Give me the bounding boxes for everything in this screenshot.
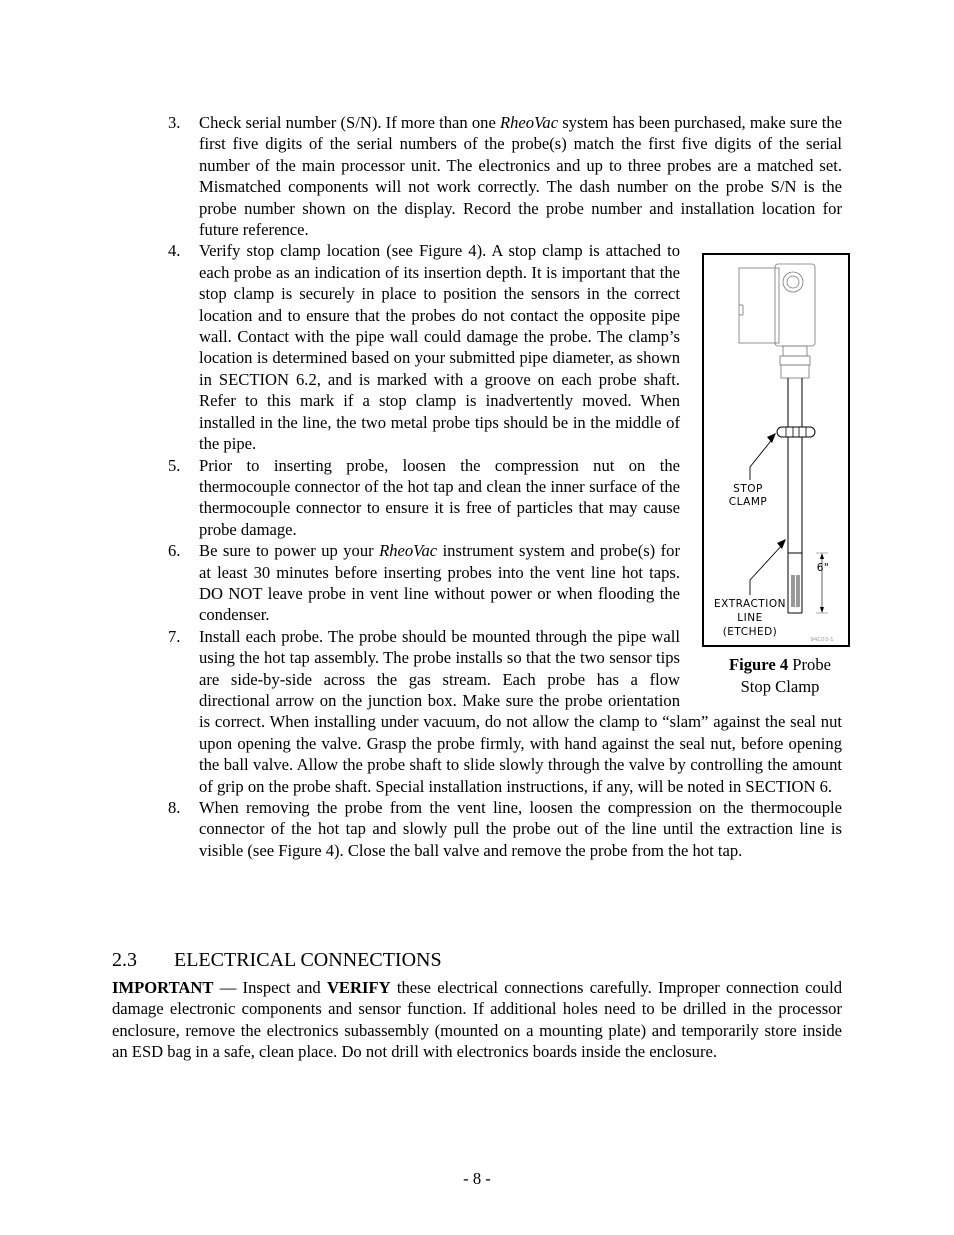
item-number: 4. [168, 241, 181, 261]
probe-diagram [704, 255, 848, 645]
drawing-id: 94C03-1 [810, 637, 834, 643]
section-heading: 2.3 ELECTRICAL CONNECTIONS [112, 949, 442, 971]
section-paragraph: IMPORTANT — Inspect and VERIFY these electrical connections carefully. Improper connection could damage electronic components and sensor function. If additional holes need to be drilled in the processor enclosure, remove the electronics subassembly (mounted on a mounting plate) and temporarily store inside an ESD bag in a safe, clean place. Do not drill with electronics boards inside the enclosure. [112, 978, 842, 1062]
label-etched: (ETCHED) [722, 626, 778, 638]
item-text: Install each probe. The probe should be mounted through the pipe wall using the hot tap assembly. The probe installs so that the two sensor tips are side-by-side across the gas stream. Each probe has a flow directional arrow on the junction box. Make sure the probe orientation is correct. When installing under vacuum, do not allow the clamp to “slam” against the seal nut upon opening the valve. Grasp the probe firmly, with hand against the seal nut, before opening the ball valve. Allow the probe shaft to slide slowly through the valve by controlling the amount of grip on the probe shaft. Special installation instructions, if any, will be noted in SECTION 6. [199, 626, 842, 796]
list-item-7 [168, 626, 842, 797]
item-number: 8. [168, 798, 181, 817]
item-text: When removing the probe from the vent line, loosen the compression on the thermocouple connector of the hot tap and slowly pull the probe out of the line until the extraction line is visible (see Figure 4). Close the ball valve and remove the probe from the hot tap. [199, 798, 842, 860]
item-text: Prior to inserting probe, loosen the compression nut on the thermocouple connector of the hot tap and clean the inner surface of the thermocouple connector to ensure it is free of particles that may cause probe damage. [199, 455, 680, 539]
item-text: Check serial number (S/N). If more than one RheoVac system has been purchased, make sure the first five digits of the serial numbers of the probe(s) match the first five digits of the serial number of the main processor unit. The electronics and up to three probes are a matched set. Mismatched components will not work correctly. The dash number on the probe S/N is the probe number shown on the display. Record the probe number and installation location for future reference. [199, 113, 842, 240]
item-number: 6. [168, 541, 181, 561]
section-2-3 [112, 947, 842, 1063]
item-number: 3. [168, 113, 181, 132]
item-number: 5. [168, 455, 181, 475]
item-text: Verify stop clamp location (see Figure 4). A stop clamp is attached to each probe as an indication of its insertion depth. It is important that the stop clamp is securely in place to position the sensors in the correct location and to ensure that the probes do not contact the opposite pipe wall. Contact with the pipe wall could damage the probe. The clamp’s location is determined based on your submitted pipe diameter, as shown in SECTION 6.2, and is marked with a groove on each probe shaft. Refer to this mark if a stop clamp is inadvertently moved. When installed in the line, the two metal probe tips should be in the middle of the pipe. [199, 241, 680, 454]
figure-probe-stop-clamp [702, 253, 850, 647]
page-number: - 8 - [463, 1169, 491, 1188]
label-clamp: CLAMP [728, 496, 768, 508]
list-item-3 [168, 112, 842, 240]
item-text: Be sure to power up your RheoVac instrument system and probe(s) for at least 30 minutes before inserting probes into the vent line hot taps. DO NOT leave probe in vent line without power or when flooding the condenser. [199, 541, 680, 625]
label-extraction: EXTRACTION [714, 598, 786, 610]
dimension-label: 6" [816, 562, 830, 574]
label-line: LINE [737, 612, 763, 624]
label-stop: STOP [733, 483, 763, 495]
figure-caption: Figure 4 Probe Stop Clamp [728, 655, 832, 696]
item-number: 7. [168, 626, 181, 646]
list-item-8 [168, 797, 842, 861]
